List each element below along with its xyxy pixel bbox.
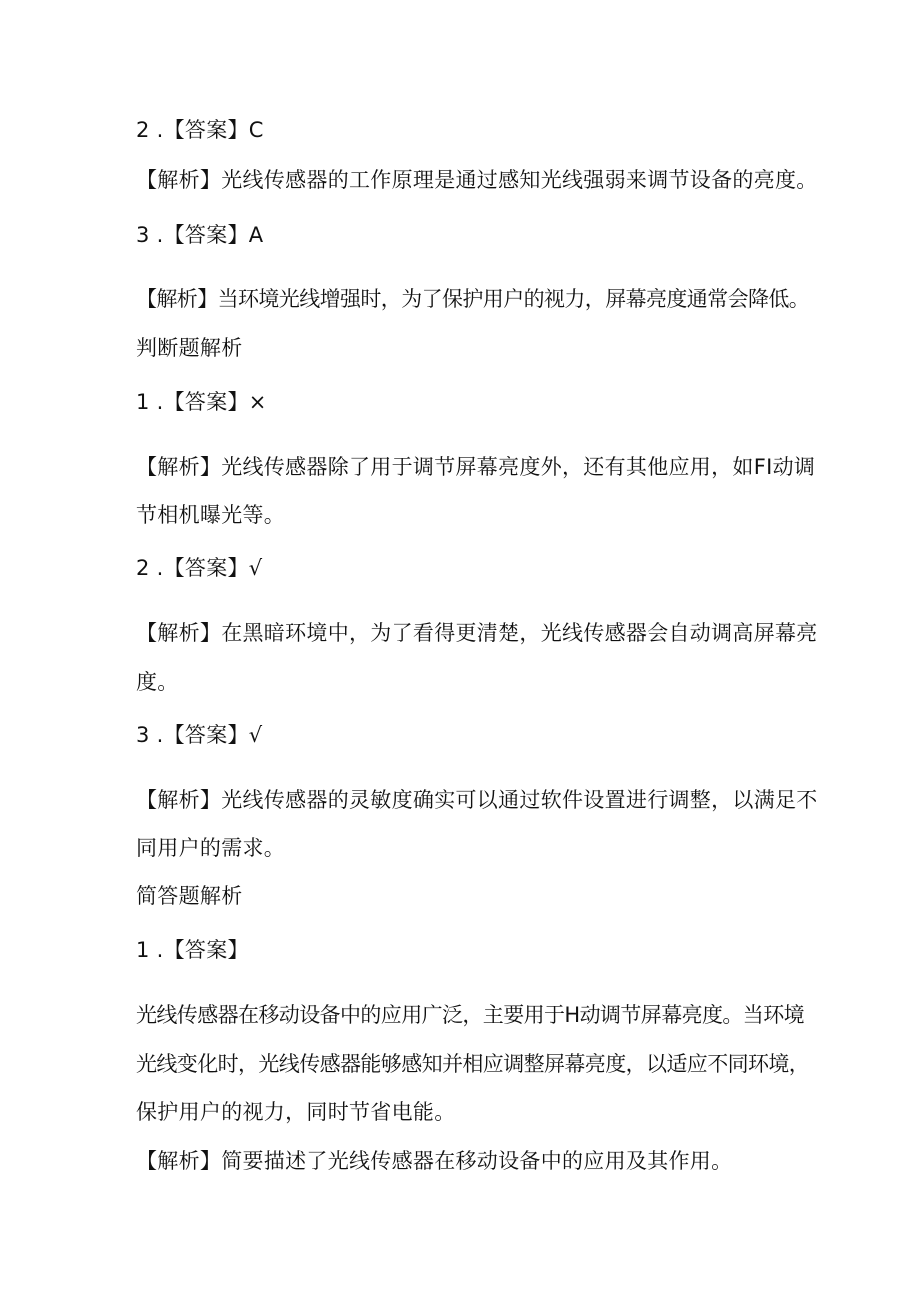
analysis-1-true-false-line1: 【解析】光线传感器除了用于调节屏幕亮度外，还有其他应用，如FI动调 — [136, 455, 816, 479]
analysis-2-choice: 【解析】光线传感器的工作原理是通过感知光线强弱来调节设备的亮度。 — [136, 168, 818, 192]
answer-1-true-false: 1 .【答案】× — [136, 390, 267, 414]
analysis-2-true-false-line2: 度。 — [136, 670, 179, 694]
analysis-3-choice: 【解析】当环境光线增强时，为了保护用户的视力，屏幕亮度通常会降低。 — [136, 287, 810, 311]
answer-2-true-false: 2 .【答案】√ — [136, 556, 263, 580]
answer-text-line3: 保护用户的视力，同时节省电能。 — [136, 1100, 456, 1124]
section-heading-true-false: 判断题解析 — [136, 336, 243, 360]
answer-2-choice: 2 .【答案】C — [136, 118, 264, 142]
answer-text-line1: 光线传感器在移动设备中的应用广泛，主要用于H动调节屏幕亮度。当环境 — [136, 1003, 804, 1027]
analysis-3-true-false-line1: 【解析】光线传感器的灵敏度确实可以通过软件设置进行调整，以满足不 — [136, 788, 818, 812]
answer-3-choice: 3 .【答案】A — [136, 223, 264, 247]
answer-text-line2: 光线变化时，光线传感器能够感知并相应调整屏幕亮度，以适应不同环境， — [136, 1052, 810, 1076]
answer-1-short-answer: 1 .【答案】 — [136, 938, 249, 962]
section-heading-short-answer: 简答题解析 — [136, 884, 243, 908]
analysis-2-true-false-line1: 【解析】在黑暗环境中，为了看得更清楚，光线传感器会自动调高屏幕亮 — [136, 621, 818, 645]
analysis-1-true-false-line2: 节相机曝光等。 — [136, 503, 286, 527]
analysis-short-answer: 【解析】简要描述了光线传感器在移动设备中的应用及其作用。 — [136, 1149, 733, 1173]
analysis-3-true-false-line2: 同用户的需求。 — [136, 836, 286, 860]
answer-3-true-false: 3 .【答案】√ — [136, 723, 263, 747]
